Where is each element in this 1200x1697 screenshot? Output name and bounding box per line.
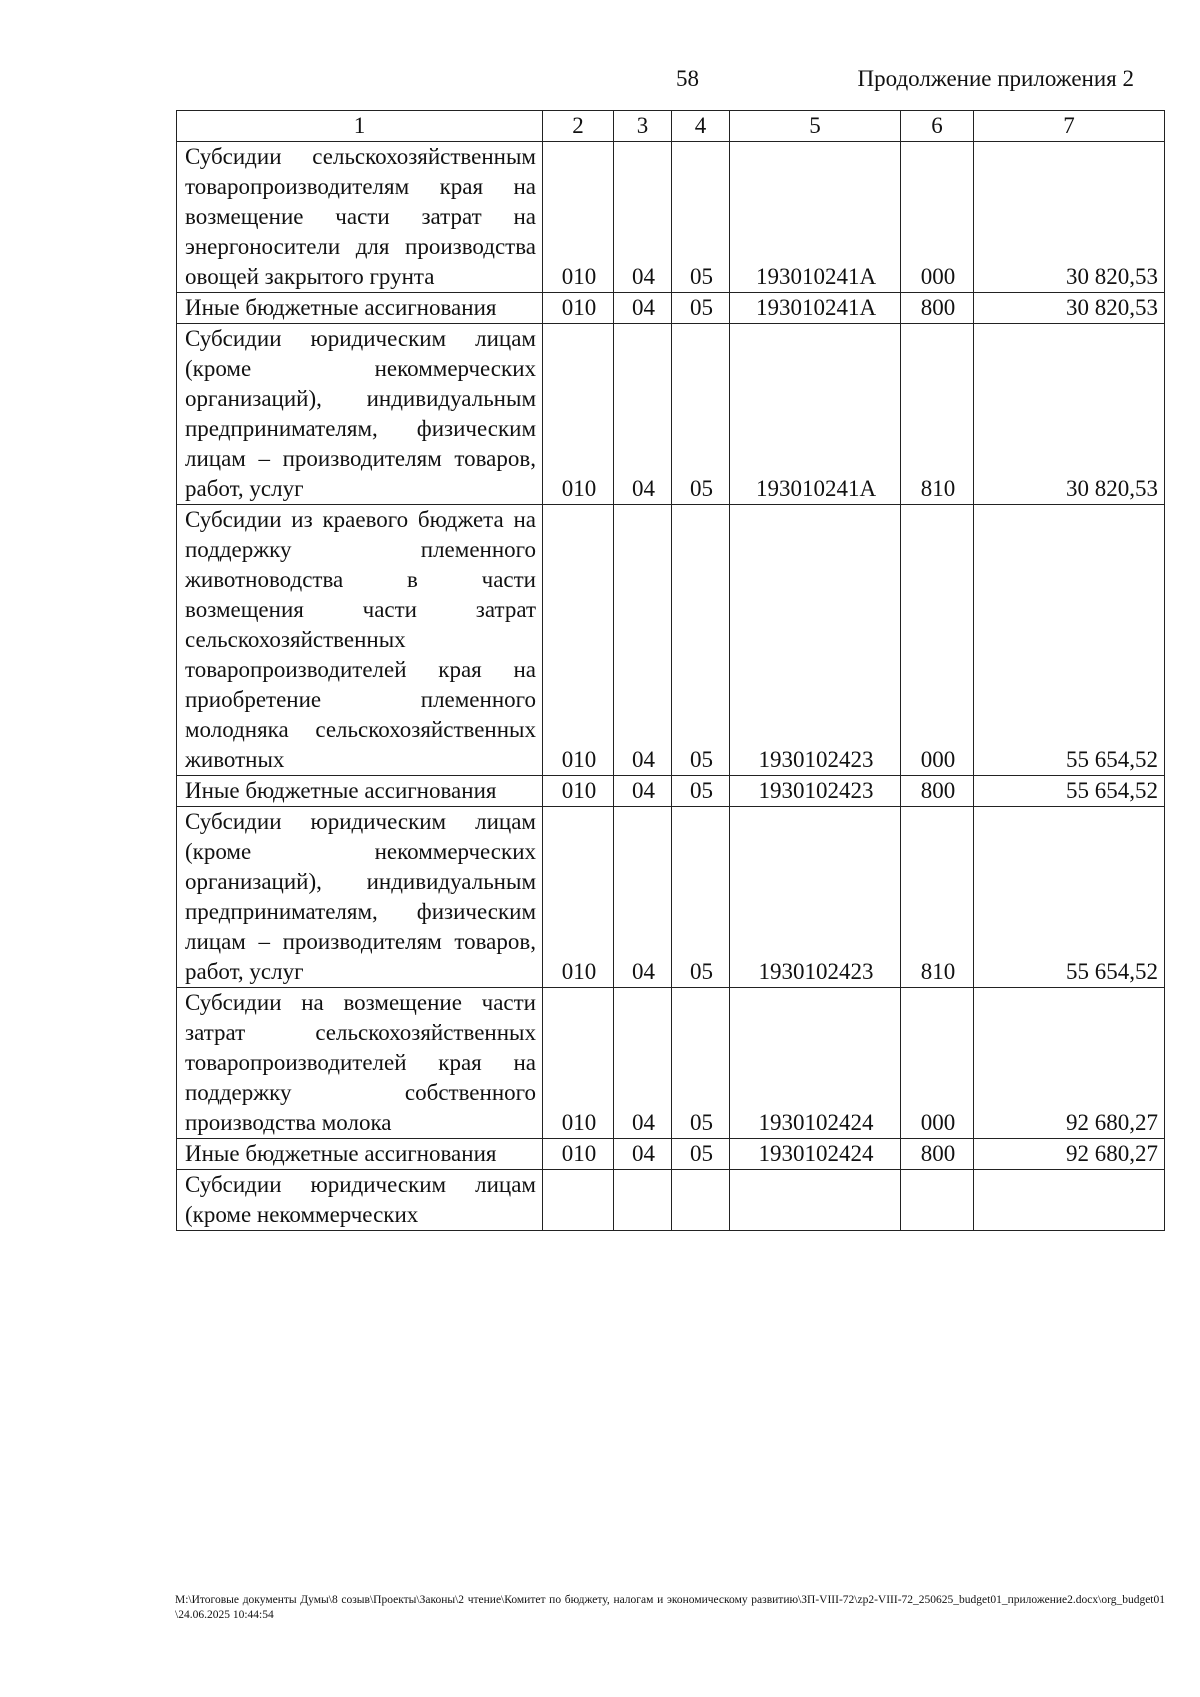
row-description: Субсидии юридическим лицам (кроме некоммерческих организаций), индивидуальным предпринимателям, физическим лицам – производителям товаров, работ, услуг (177, 324, 543, 505)
row-code-4: 05 (672, 142, 730, 293)
column-header: 2 (543, 111, 614, 142)
row-code-6: 800 (901, 1139, 974, 1170)
row-code-3 (614, 1170, 672, 1231)
row-code-6: 000 (901, 505, 974, 776)
table-row (177, 1170, 1165, 1231)
row-code-5 (730, 1170, 901, 1231)
table-row (177, 324, 1165, 505)
page-caption: Продолжение приложения 2 (857, 66, 1134, 91)
row-code-3: 04 (614, 505, 672, 776)
budget-table (176, 110, 1165, 1231)
row-amount: 92 680,27 (974, 1139, 1165, 1170)
row-code-6: 810 (901, 324, 974, 505)
row-code-2: 010 (543, 293, 614, 324)
row-description: Субсидии юридическим лицам (кроме некоммерческих (177, 1170, 543, 1231)
document-file-path: M:\Итоговые документы Думы\8 созыв\Проекты\Законы\2 чтение\Комитет по бюджету, налогам и экономическому развитию\ЗП-VIII-72\zp2-VIII-72_250625_budget01_приложение2.docx\org_budget01\24.06.2025 10:44:54 (175, 1594, 1165, 1621)
row-code-4: 05 (672, 988, 730, 1139)
row-code-4: 05 (672, 324, 730, 505)
row-code-3: 04 (614, 142, 672, 293)
table-row (177, 776, 1165, 807)
row-code-3: 04 (614, 324, 672, 505)
column-header: 3 (614, 111, 672, 142)
row-code-6: 800 (901, 776, 974, 807)
row-code-5: 1930102423 (730, 505, 901, 776)
column-header: 5 (730, 111, 901, 142)
table-header-row (177, 111, 1165, 142)
table-row (177, 1139, 1165, 1170)
column-header: 1 (177, 111, 543, 142)
column-header: 4 (672, 111, 730, 142)
table-row (177, 505, 1165, 776)
row-code-6: 800 (901, 293, 974, 324)
row-amount: 55 654,52 (974, 807, 1165, 988)
row-code-2: 010 (543, 776, 614, 807)
row-code-2: 010 (543, 324, 614, 505)
row-code-5: 193010241А (730, 324, 901, 505)
row-code-4: 05 (672, 776, 730, 807)
row-code-4: 05 (672, 807, 730, 988)
row-code-6: 000 (901, 988, 974, 1139)
page-number: 58 (676, 66, 699, 91)
row-amount: 92 680,27 (974, 988, 1165, 1139)
row-amount: 30 820,53 (974, 293, 1165, 324)
row-code-5: 1930102423 (730, 776, 901, 807)
row-code-3: 04 (614, 988, 672, 1139)
row-code-2 (543, 1170, 614, 1231)
row-description: Субсидии на возмещение части затрат сельскохозяйственных товаропроизводителей края на поддержку собственного производства молока (177, 988, 543, 1139)
row-code-5: 1930102424 (730, 1139, 901, 1170)
row-code-5: 1930102423 (730, 807, 901, 988)
row-code-6 (901, 1170, 974, 1231)
row-code-2: 010 (543, 505, 614, 776)
row-code-2: 010 (543, 988, 614, 1139)
row-amount: 30 820,53 (974, 324, 1165, 505)
row-code-4: 05 (672, 505, 730, 776)
row-code-6: 000 (901, 142, 974, 293)
row-code-5: 193010241А (730, 142, 901, 293)
row-description: Субсидии из краевого бюджета на поддержку племенного животноводства в части возмещения части затрат сельскохозяйственных товаропроизводителей края на приобретение племенного молодняка сельскохозяйственных животных (177, 505, 543, 776)
row-code-4 (672, 1170, 730, 1231)
table-row (177, 293, 1165, 324)
row-description: Субсидии сельскохозяйственным товаропроизводителям края на возмещение части затрат на энергоносители для производства овощей закрытого грунта (177, 142, 543, 293)
row-amount (974, 1170, 1165, 1231)
row-code-2: 010 (543, 1139, 614, 1170)
row-code-5: 1930102424 (730, 988, 901, 1139)
row-amount: 55 654,52 (974, 505, 1165, 776)
row-description: Субсидии юридическим лицам (кроме некоммерческих организаций), индивидуальным предпринимателям, физическим лицам – производителям товаров, работ, услуг (177, 807, 543, 988)
row-code-3: 04 (614, 807, 672, 988)
row-code-2: 010 (543, 142, 614, 293)
table-row (177, 807, 1165, 988)
row-code-4: 05 (672, 293, 730, 324)
column-header: 7 (974, 111, 1165, 142)
table-row (177, 142, 1165, 293)
row-amount: 55 654,52 (974, 776, 1165, 807)
table-row (177, 988, 1165, 1139)
row-code-3: 04 (614, 776, 672, 807)
row-description: Иные бюджетные ассигнования (177, 293, 543, 324)
row-description: Иные бюджетные ассигнования (177, 1139, 543, 1170)
row-code-3: 04 (614, 1139, 672, 1170)
row-amount: 30 820,53 (974, 142, 1165, 293)
row-code-4: 05 (672, 1139, 730, 1170)
column-header: 6 (901, 111, 974, 142)
row-description: Иные бюджетные ассигнования (177, 776, 543, 807)
row-code-5: 193010241А (730, 293, 901, 324)
row-code-2: 010 (543, 807, 614, 988)
row-code-3: 04 (614, 293, 672, 324)
row-code-6: 810 (901, 807, 974, 988)
